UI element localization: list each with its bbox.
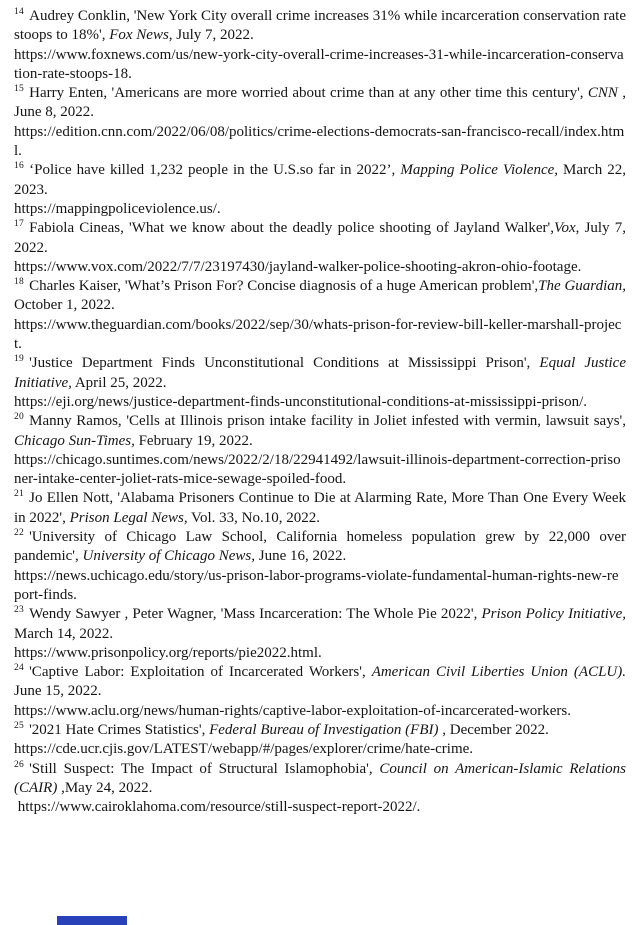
citation-text: Fabiola Cineas, 'What we know about the deadly police shooting of Jayland Walker', bbox=[29, 220, 554, 237]
footnote-number: 21 bbox=[14, 489, 25, 500]
footnote-number: 19 bbox=[14, 354, 25, 365]
footnote-citation bbox=[14, 84, 626, 123]
citation-text: March 14, 2022. bbox=[14, 625, 114, 642]
footnote-citation bbox=[14, 354, 626, 393]
footnote-number: 25 bbox=[14, 720, 25, 731]
footnote-16 bbox=[14, 161, 626, 219]
publication-name: Federal Bureau of Investigation (FBI) bbox=[209, 721, 439, 738]
citation-text: Harry Enten, 'Americans are more worried about crime than at any other time this century', bbox=[29, 85, 588, 102]
footnote-url: https://chicago.suntimes.com/news/2022/2/18/22941492/lawsuit-illinois-department-correction-prisoner-intake-center-joliet-rats-mice-sewage-spoiled-food. bbox=[14, 451, 621, 488]
citation-text: ‘Police have killed 1,232 people in the U.S.so far in 2022’, bbox=[29, 162, 401, 179]
footnote-24 bbox=[14, 663, 626, 721]
citation-text: Jo Ellen Nott, 'Alabama Prisoners Continue to Die at Alarming Rate, More Than One Every Week in 2022', bbox=[14, 490, 626, 526]
footnote-number: 20 bbox=[14, 412, 25, 423]
publication-name: Equal Justice Initiative, bbox=[14, 355, 626, 391]
footnote-url: https://edition.cnn.com/2022/06/08/politics/crime-elections-democrats-san-francisco-recall/index.html. bbox=[14, 123, 625, 160]
footnote-number: 26 bbox=[14, 759, 25, 770]
footnote-url: https://www.vox.com/2022/7/7/23197430/jayland-walker-police-shooting-akron-ohio-footage. bbox=[14, 258, 582, 275]
footnote-23 bbox=[14, 605, 626, 663]
footnote-number: 23 bbox=[14, 605, 25, 616]
citation-text: ,May 24, 2022. bbox=[57, 779, 153, 796]
publication-name: American Civil Liberties Union (ACLU). bbox=[371, 664, 626, 681]
footnote-url: https://www.foxnews.com/us/new-york-city-overall-crime-increases-31-while-incarceration-conservation-rate-stoops-18. bbox=[14, 46, 624, 82]
blue-highlight-bar bbox=[57, 916, 127, 925]
footnote-number: 14 bbox=[14, 7, 25, 17]
footnote-26 bbox=[14, 760, 626, 818]
footnote-25 bbox=[14, 721, 626, 760]
footnote-url: https://cde.ucr.cjis.gov/LATEST/webapp/#/pages/explorer/crime/hate-crime. bbox=[14, 741, 474, 758]
footnote-citation bbox=[14, 277, 626, 316]
citation-text: Audrey Conklin, 'New York City overall crime increases 31% while incarceration conservation rate stoops to 18%', bbox=[14, 8, 626, 44]
footnote-14 bbox=[14, 7, 626, 84]
citation-text: June 15, 2022. bbox=[14, 683, 102, 700]
citation-text: Manny Ramos, 'Cells at Illinois prison intake facility in Joliet infested with vermin, lawsuit says', bbox=[29, 413, 626, 430]
publication-name: Chicago Sun-Times, bbox=[14, 432, 135, 449]
footnote-citation bbox=[14, 489, 626, 528]
footnote-url: https://mappingpoliceviolence.us/. bbox=[14, 200, 221, 217]
footnote-citation bbox=[14, 7, 626, 46]
citation-text: Wendy Sawyer , Peter Wagner, 'Mass Incarceration: The Whole Pie 2022', bbox=[29, 606, 482, 623]
footnote-22 bbox=[14, 528, 626, 605]
footnote-url: https://www.prisonpolicy.org/reports/pie2022.html. bbox=[14, 644, 322, 661]
citation-text: , June 8, 2022. bbox=[14, 85, 626, 121]
citation-text: , Vol. 33, No.10, 2022. bbox=[183, 509, 320, 526]
citation-text: 'University of Chicago Law School, California homeless population grew by 22,000 over pandemic', bbox=[14, 529, 626, 565]
footnote-url: https://www.aclu.org/news/human-rights/captive-labor-exploitation-of-incarcerated-workers. bbox=[14, 702, 572, 719]
footnote-number: 24 bbox=[14, 663, 25, 674]
footnote-18 bbox=[14, 277, 626, 354]
footnote-citation bbox=[14, 721, 626, 740]
citation-text: , December 2022. bbox=[438, 721, 549, 738]
footnote-20 bbox=[14, 412, 626, 489]
citation-text: March 22, 2023. bbox=[14, 162, 626, 198]
footnote-citation bbox=[14, 412, 626, 451]
publication-name: Prison Legal News bbox=[69, 509, 184, 526]
citation-text: , July 7, 2022. bbox=[14, 220, 626, 256]
citation-text: October 1, 2022. bbox=[14, 297, 115, 314]
footnote-citation bbox=[14, 663, 626, 702]
footnote-citation bbox=[14, 161, 626, 200]
footnote-number: 22 bbox=[14, 528, 25, 539]
citation-text: June 16, 2022. bbox=[255, 548, 347, 565]
citation-text: 'Captive Labor: Exploitation of Incarcerated Workers', bbox=[29, 664, 372, 681]
footnote-17 bbox=[14, 219, 626, 277]
footnote-url: https://www.cairoklahoma.com/resource/still-suspect-report-2022/. bbox=[14, 799, 421, 816]
footnote-citation bbox=[14, 760, 626, 799]
footnote-15 bbox=[14, 84, 626, 161]
citation-text: , July 7, 2022. bbox=[168, 27, 254, 44]
publication-name: University of Chicago News, bbox=[82, 548, 256, 565]
publication-name: CNN bbox=[587, 85, 618, 102]
publication-name: Prison Policy Initiative, bbox=[481, 606, 626, 623]
citation-text: 'Still Suspect: The Impact of Structural Islamophobia', bbox=[29, 760, 380, 777]
footnote-citation bbox=[14, 219, 626, 258]
publication-name: Mapping Police Violence, bbox=[400, 162, 559, 179]
publication-name: The Guardian, bbox=[538, 278, 627, 295]
footnote-citation bbox=[14, 605, 626, 644]
footnote-citation bbox=[14, 528, 626, 567]
footnote-21 bbox=[14, 489, 626, 528]
footnote-number: 18 bbox=[14, 277, 25, 288]
citation-text: 'Justice Department Finds Unconstitutional Conditions at Mississippi Prison', bbox=[29, 355, 540, 372]
citation-text: April 25, 2022. bbox=[71, 374, 167, 391]
footnote-number: 15 bbox=[14, 84, 25, 95]
citation-text: February 19, 2022. bbox=[134, 432, 253, 449]
footnote-url: https://news.uchicago.edu/story/us-prison-labor-programs-violate-fundamental-human-rights-new-report-finds. bbox=[14, 567, 619, 603]
citation-text: Charles Kaiser, 'What’s Prison For? Concise diagnosis of a huge American problem', bbox=[29, 278, 539, 295]
citation-text: '2021 Hate Crimes Statistics', bbox=[29, 721, 210, 738]
footnote-number: 16 bbox=[14, 161, 25, 172]
footnote-url: https://eji.org/news/justice-department-finds-unconstitutional-conditions-at-mississippi-prison/. bbox=[14, 393, 587, 410]
footnote-19 bbox=[14, 354, 626, 412]
footnote-url: https://www.theguardian.com/books/2022/sep/30/whats-prison-for-review-bill-keller-marshall-project. bbox=[14, 316, 622, 353]
publication-name: Council on American-Islamic Relations (CAIR) bbox=[14, 760, 626, 796]
publication-name: Vox bbox=[554, 220, 576, 237]
publication-name: Fox News bbox=[109, 27, 169, 44]
footnote-number: 17 bbox=[14, 219, 25, 230]
